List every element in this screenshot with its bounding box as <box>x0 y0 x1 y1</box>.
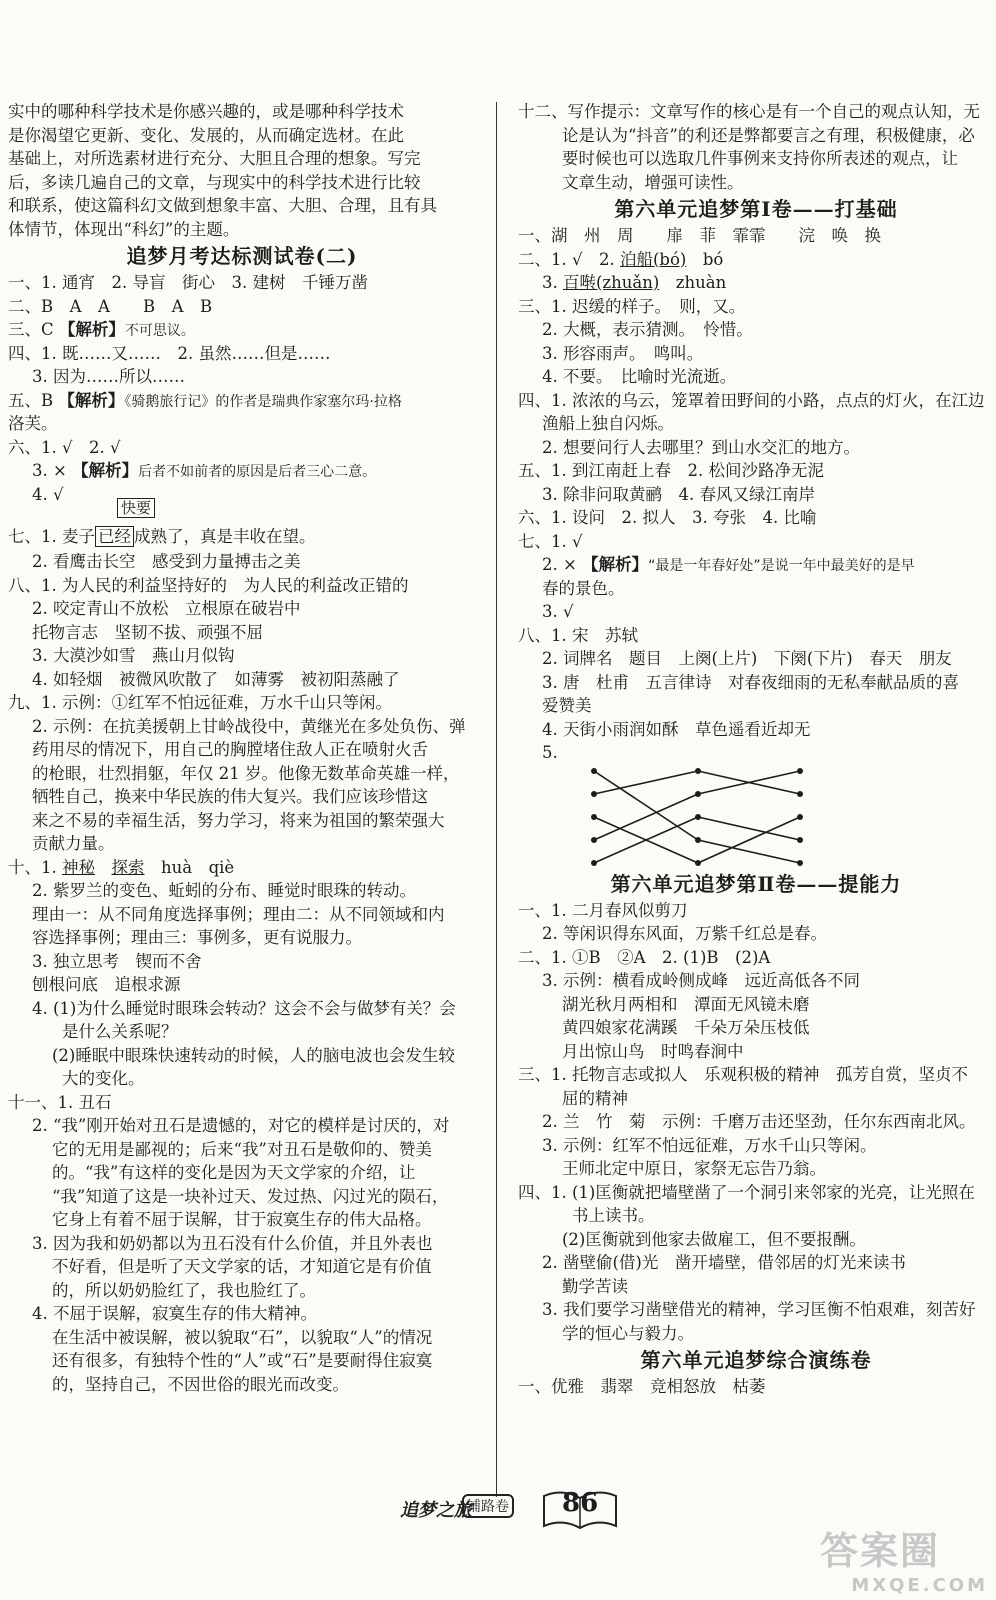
answer-line: 渔船上独自闪烁。 <box>542 414 674 433</box>
answer-line: 洛芙。 <box>8 414 58 433</box>
correction-mark: 快要 已经 <box>95 520 134 554</box>
page-footer <box>400 1486 620 1536</box>
answer-line: 2. 等闲识得东风面，万紫千红总是春。 <box>542 924 827 943</box>
answer-line: 学的恒心与毅力。 <box>562 1323 694 1343</box>
answer-line: 容选择事例；理由三：事例多，更有说服力。 <box>32 928 362 947</box>
match-line <box>594 771 698 840</box>
answer-line: 2. 大概，表示猜测。 怜惜。 <box>542 320 753 339</box>
answer-line: 2. 看鹰击长空 感受到力量搏击之美 <box>32 552 301 571</box>
answer-line: 六、1. √ 2. √ <box>8 437 121 457</box>
answer-line: 湖光秋月两相和 潭面无风镜未磨 <box>562 994 810 1014</box>
answer-line: 3. 因为我和奶奶都以为丑石没有什么价值，并且外表也 <box>32 1233 433 1253</box>
answer-line: 4. 如轻烟 被微风吹散了 如薄雾 被初阳蒸融了 <box>32 669 400 689</box>
answer-line: 的。“我”有这样的变化是因为天文学家的介绍，让 <box>52 1163 416 1182</box>
answer-line: 2. 咬定青山不放松 立根原在破岩中 <box>32 599 301 618</box>
intro-line: 基础上，对所选素材进行充分、大胆且合理的想象。写完 <box>8 149 421 168</box>
answer-line: 3. 我们要学习凿壁借光的精神，学习匡衡不怕艰难，刻苦好 <box>542 1300 976 1319</box>
answer-line: 的，所以奶奶脸红了，我也脸红了。 <box>52 1280 316 1300</box>
answer-line: 理由一：从不同角度选择事例；理由二：从不同领域和内 <box>32 904 445 924</box>
answer-line: 大的变化。 <box>62 1069 145 1088</box>
answer-line: 一、1. 通宵 2. 导盲 街心 3. 建树 千锤万凿 <box>8 273 368 292</box>
answer-line: 贡献力量。 <box>32 834 115 853</box>
answer-line: 的，坚持自己，不因世俗的眼光而改变。 <box>52 1374 349 1394</box>
watermark-logo: 答案圈 <box>820 1529 941 1573</box>
answer-line: 八、1. 为人民的利益坚持好的 为人民的利益改正错的 <box>8 575 409 595</box>
spacer <box>8 506 476 520</box>
answer-line: 书上读书。 <box>572 1206 655 1225</box>
correction-word: 快要 <box>117 498 155 518</box>
answer-line: 论是认为“抖音”的利还是弊都要言之有理，积极健康，必 <box>562 125 975 145</box>
answer-line: 3. √ <box>542 602 574 621</box>
answer-line: 牺牲自己，换来中华民族的伟大复兴。我们应该珍惜这 <box>32 787 428 806</box>
answer-line: 七、1. 麦子 快要 已经 成熟了，真是丰收在望。 <box>8 520 476 550</box>
answer-line: 王师北定中原日，家祭无忘告乃翁。 <box>562 1159 826 1178</box>
answer-line: 2. “我”刚开始对丑石是遗憾的，对它的模样是讨厌的，对 <box>32 1116 450 1135</box>
answer-line: 2. 示例：在抗美援朝上甘岭战役中，黄继光在多处负伤、弹 <box>32 716 466 736</box>
answer-line: 勤学苦读 <box>562 1276 628 1296</box>
answer-line: 二、B A A B A B <box>8 296 213 316</box>
answer-line: 黄四娘家花满蹊 千朵万朵压枝低 <box>562 1018 810 1037</box>
answer-line: 文章生动，增强可读性。 <box>562 172 744 192</box>
answer-line: 一、1. 二月春风似剪刀 <box>518 900 688 920</box>
answer-line: 4. 不屈于误解，寂寞生存的伟大精神。 <box>32 1304 317 1323</box>
answer-line: 爱赞美 <box>542 696 592 715</box>
answer-line: 3. 形容雨声。 鸣叫。 <box>542 343 704 363</box>
match-line <box>698 817 800 863</box>
left-column <box>8 100 476 1396</box>
answer-line: 5. <box>542 743 558 762</box>
answer-line: 4. 不要。 比喻时光流逝。 <box>542 367 737 386</box>
intro-line: 体情节，体现出“科幻”的主题。 <box>8 219 240 239</box>
watermark-url: MXQE.COM <box>851 1575 988 1596</box>
answer-line: 月出惊山鸟 时鸣春涧中 <box>562 1041 744 1061</box>
intro-line: 后，多读几遍自己的文章，与现实中的科学技术进行比较 <box>8 172 421 192</box>
answer-line: 五、1. 到江南赶上春 2. 松间沙路净无泥 <box>518 461 824 480</box>
intro-line: 实中的哪种科学技术是你感兴趣的，或是哪种科学技术 <box>8 102 404 121</box>
answer-line: 十一、1. 丑石 <box>8 1092 112 1112</box>
answer-line: 十二、写作提示：文章写作的核心是有一个自己的观点认知，无 <box>518 102 980 121</box>
answer-line: 在生活中被误解，被以貌取“石”，以貌取“人”的情况 <box>52 1327 433 1347</box>
brand-logo: 追梦之旅 <box>400 1500 472 1521</box>
answer-line: 2. 紫罗兰的变色、蚯蚓的分布、睡觉时眼珠的转动。 <box>32 881 416 900</box>
answer-line: 3. 示例：红军不怕远征难，万水千山只等闲。 <box>542 1135 877 1155</box>
answer-line: 屈的精神 <box>562 1088 628 1108</box>
answer-line: 六、1. 设问 2. 拟人 3. 夸张 4. 比喻 <box>518 508 817 527</box>
answer-line: 三、1. 托物言志或拟人 乐观积极的精神 孤芳自赏，坚贞不 <box>518 1065 968 1084</box>
answer-line: 2. 想要问行人去哪里？到山水交汇的地方。 <box>542 437 860 457</box>
answer-line: 四、1. (1)匡衡就把墙壁凿了一个洞引来邻家的光亮，让光照在 <box>518 1182 975 1202</box>
answer-line: 要时候也可以选取几件事例来支持你所表述的观点，让 <box>562 149 958 168</box>
column-divider <box>496 102 497 1497</box>
match-line <box>594 771 698 794</box>
page-number: 86 <box>562 1488 599 1518</box>
matching-lines-diagram <box>588 765 808 869</box>
answer-line: 2. 兰 竹 菊 示例：千磨万击还坚劲，任尔东西南北风。 <box>542 1112 976 1131</box>
answer-line: 3. 因为……所以…… <box>32 367 185 386</box>
answer-line: 四、1. 浓浓的乌云，笼罩着田野间的小路，点点的灯火，在江边 <box>518 390 985 410</box>
answer-line: 3. 大漠沙如雪 燕山月似钩 <box>32 646 235 665</box>
right-column <box>518 100 994 1399</box>
answer-line: 四、1. 既……又…… 2. 虽然……但是…… <box>8 343 331 363</box>
answer-line: 二、1. ①B ②A 2. (1)B (2)A <box>518 947 771 967</box>
answer-line: 3. 百啭(zhuǎn) zhuàn <box>542 273 727 292</box>
section-title: 第六单元追梦综合演练卷 <box>640 1348 872 1372</box>
answer-line: 一、优雅 翡翠 竞相怒放 枯萎 <box>518 1377 766 1396</box>
answer-line: 4. 天街小雨润如酥 草色遥看近却无 <box>542 719 811 739</box>
answer-line: 三、C 【解析】不可思议。 <box>8 320 195 339</box>
answer-line: 2. × 【解析】“最是一年春好处”是说一年中最美好的是早 <box>542 555 915 574</box>
answer-line: 4. √ <box>32 484 64 504</box>
answer-line: 八、1. 宋 苏轼 <box>518 625 638 645</box>
answer-line: 药用尽的情况下，用自己的胸膛堵住敌人正在喷射火舌 <box>32 740 428 759</box>
answer-line: 二、1. √ 2. 泊船(bó) bó <box>518 249 724 269</box>
answer-line: 3. 示例：横看成岭侧成峰 远近高低各不同 <box>542 971 860 990</box>
answer-line: 它的无用是鄙视的；后来“我”对丑石是敬仰的、赞美 <box>52 1139 432 1159</box>
answer-line: 3. 除非问取黄鹂 4. 春风又绿江南岸 <box>542 484 815 504</box>
answer-line: 春的景色。 <box>542 578 625 598</box>
answer-line: 不好看，但是听了天文学家的话，才知道它是有价值 <box>52 1257 432 1276</box>
answer-line: (2)匡衡就到他家去做雇工，但不要报酬。 <box>562 1229 866 1249</box>
answer-line: 3. 唐 杜甫 五言律诗 对春夜细雨的无私奉献品质的喜 <box>542 672 959 692</box>
matching-lines <box>594 771 800 863</box>
answer-line: 还有很多，有独特个性的“人”或“石”是要耐得住寂寞 <box>52 1351 433 1370</box>
answer-line: 3. 独立思考 锲而不舍 <box>32 951 202 971</box>
section-title: 追梦月考达标测试卷(二) <box>126 244 358 268</box>
answer-line: 的枪眼，壮烈捐躯，年仅 21 岁。他像无数革命英雄一样， <box>32 763 460 783</box>
intro-line: 是你渴望它更新、变化、发展的，从而确定选材。在此 <box>8 125 404 145</box>
answer-line: 三、1. 迟缓的样子。 则，又。 <box>518 296 746 316</box>
answer-line: 七、1. √ <box>518 531 583 551</box>
site-watermark <box>820 1520 988 1596</box>
series-badge: 铺路卷 <box>462 1494 514 1518</box>
answer-line: 它身上有着不屈于误解，甘于寂寞生存的伟大品格。 <box>52 1210 432 1229</box>
intro-line: 和联系，使这篇科幻文做到想象丰富、大胆、合理，且有具 <box>8 196 437 215</box>
section-title: 第六单元追梦第Ⅱ卷——提能力 <box>610 871 902 896</box>
answer-line: 五、B 【解析】《骑鹅旅行记》的作者是瑞典作家塞尔玛·拉格 <box>8 390 402 410</box>
answer-line: “我”知道了这是一块补过天、发过热、闪过光的陨石， <box>52 1186 449 1206</box>
answer-line: 九、1. 示例：①红军不怕远征难，万水千山只等闲。 <box>8 693 392 712</box>
answer-line: 刨根问底 追根求源 <box>32 975 181 994</box>
answer-line: 3. × 【解析】后者不如前者的原因是后者三心二意。 <box>32 461 377 480</box>
answer-line: 一、湖 州 周 扉 菲 霏霏 浣 唤 换 <box>518 226 881 245</box>
section-title: 第六单元追梦第Ⅰ卷——打基础 <box>614 197 898 221</box>
answer-line: 来之不易的幸福生活，努力学习，将来为祖国的繁荣强大 <box>32 810 445 830</box>
answer-line: 十、1. 神秘 探索 huà qiè <box>8 857 235 877</box>
answer-line: 2. 凿壁偷(借)光 凿开墙壁，借邻居的灯光来读书 <box>542 1253 906 1272</box>
answer-line: 是什么关系呢？ <box>62 1022 178 1041</box>
match-line <box>594 794 698 840</box>
answer-line: (2)睡眠中眼珠快速转动的时候，人的脑电波也会发生较 <box>52 1045 455 1065</box>
answer-line: 4. (1)为什么睡觉时眼珠会转动？这会不会与做梦有关？会 <box>32 998 456 1018</box>
answer-line: 2. 词牌名 题目 上阕(上片) 下阕(下片) 春天 朋友 <box>542 649 952 668</box>
match-line <box>698 840 800 863</box>
match-line <box>698 817 800 840</box>
answer-line: 托物言志 坚韧不拔、顽强不屈 <box>32 622 263 642</box>
